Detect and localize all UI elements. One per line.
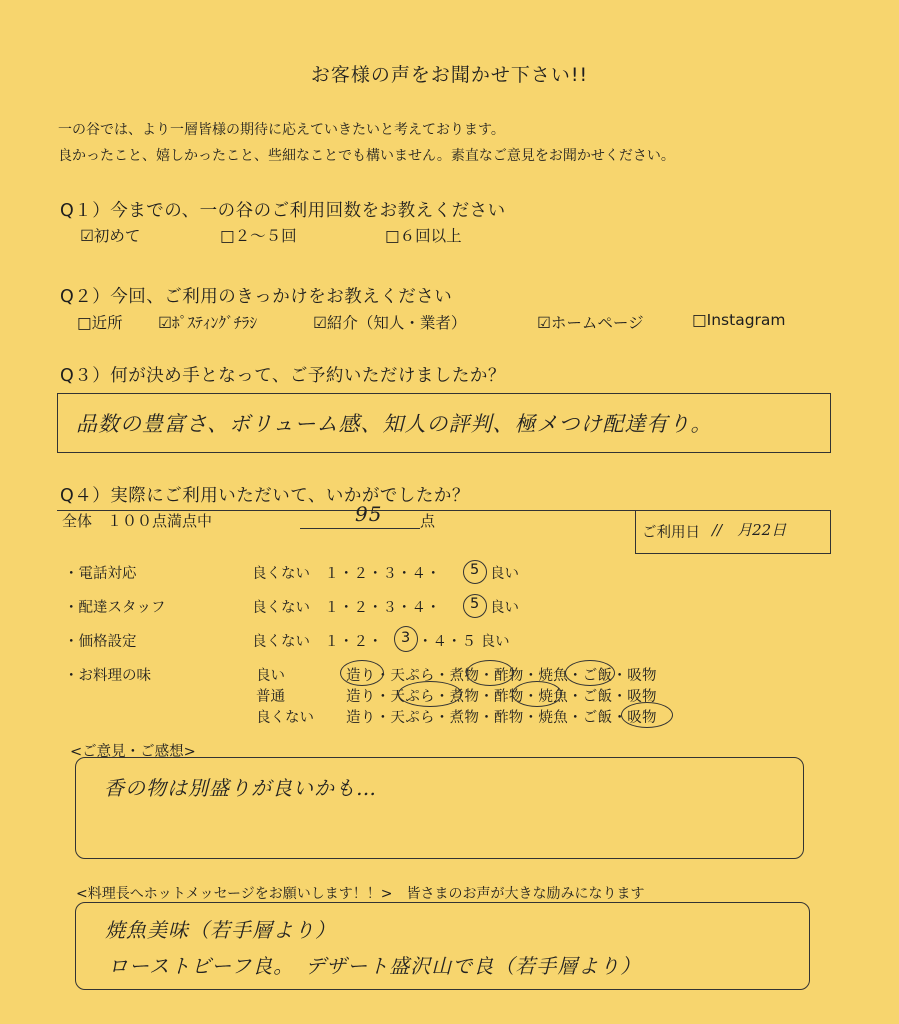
rating-price-scale: 良くない １・２・	[252, 634, 383, 650]
q2-question: Q２）今回、ご利用のきっかけをお教えください	[60, 287, 453, 307]
q4-question: Q４）実際にご利用いただいて、いかがでしたか？	[60, 486, 470, 506]
taste-circle-yakizakana	[565, 660, 615, 686]
taste-circle-gohan	[621, 702, 673, 728]
score-label: 全体 １００点満点中	[62, 512, 213, 530]
q2-option-homepage[interactable]: ☑ホームページ	[537, 314, 644, 332]
score-unit: 点	[420, 512, 436, 530]
rating-price-circle	[394, 626, 418, 652]
taste-items-bad[interactable]: 造り・天ぷら・煮物・酢物・焼魚・ご飯・吸物	[346, 710, 657, 726]
opinion-label: <ご意見・ご感想>	[70, 744, 196, 760]
rating-phone-label: ・電話対応	[64, 566, 137, 582]
score-value: 95	[355, 502, 383, 526]
q2-option-instagram[interactable]: □Instagram	[692, 311, 786, 329]
chef-handwritten-line-2: ローストビーフ良。 デザート盛沢山で良（若手層より）	[108, 954, 642, 978]
taste-circle-tsukuri	[340, 660, 384, 686]
rating-phone-selected[interactable]: 5	[470, 562, 480, 578]
rating-delivery-label: ・配達スタッフ	[64, 600, 166, 616]
q1-question: Q１）今までの、一の谷のご利用回数をお教えください	[60, 201, 506, 221]
q2-option-flyer[interactable]: ☑ﾎﾟｽﾃｨﾝｸﾞﾁﾗｼ	[158, 314, 258, 332]
rating-delivery-scale: 良くない １・２・３・４・	[252, 600, 441, 616]
rating-price-label: ・価格設定	[64, 634, 137, 650]
rating-phone-after: 良い	[490, 566, 519, 582]
score-underline	[300, 528, 420, 529]
taste-grade-bad: 良くない	[256, 710, 314, 726]
rating-phone-scale: 良くない １・２・３・４・	[252, 566, 441, 582]
q1-option-first[interactable]: ☑初めて	[80, 227, 141, 245]
taste-items-average[interactable]: 造り・天ぷら・煮物・酢物・焼魚・ご飯・吸物	[346, 689, 657, 705]
rating-price-after: ・４・５ 良い	[418, 634, 510, 650]
taste-items-good[interactable]: 造り・天ぷら・煮物・酢物・焼魚・ご飯・吸物	[346, 668, 657, 684]
rating-delivery-after: 良い	[490, 600, 519, 616]
taste-label: ・お料理の味	[64, 668, 151, 684]
chef-label: <料理長へホットメッセージをお願いします！！> 皆さまのお声が大きな励みになります	[76, 886, 645, 902]
rating-phone-circle	[463, 560, 487, 584]
chef-handwritten-line-1: 焼魚美味（若手層より）	[105, 918, 336, 942]
q2-option-referral[interactable]: ☑紹介（知人・業者）	[313, 314, 467, 332]
date-value: // 月22日	[712, 521, 787, 539]
taste-circle-tempura	[398, 681, 462, 707]
intro-line-1: 一の谷では、より一層皆様の期待に応えていきたいと考えております。	[58, 122, 505, 138]
taste-circle-sunomono	[512, 681, 562, 707]
taste-grade-average: 普通	[256, 689, 285, 705]
date-label: ご利用日	[642, 525, 700, 541]
q2-option-neighborhood[interactable]: □近所	[77, 314, 123, 332]
q3-question: Q３）何が決め手となって、ご予約いただけましたか？	[60, 366, 506, 386]
q1-option-6plus[interactable]: □６回以上	[385, 227, 462, 245]
page-title: お客様の声をお聞かせ下さい!!	[310, 64, 589, 86]
rating-delivery-circle	[463, 594, 487, 618]
opinion-handwritten: 香の物は別盛りが良いかも…	[104, 776, 377, 800]
taste-circle-nimono	[466, 660, 514, 686]
intro-line-2: 良かったこと、嬉しかったこと、些細なことでも構いません。素直なご意見をお聞かせください。	[58, 148, 675, 164]
rating-delivery-selected[interactable]: 5	[470, 596, 480, 612]
q3-handwritten-answer: 品数の豊富さ、ボリューム感、知人の評判、極メつけ配達有り。	[76, 412, 713, 436]
q1-option-2-5[interactable]: □２～５回	[220, 227, 297, 245]
rating-price-selected[interactable]: 3	[401, 630, 411, 646]
taste-grade-good: 良い	[256, 668, 285, 684]
